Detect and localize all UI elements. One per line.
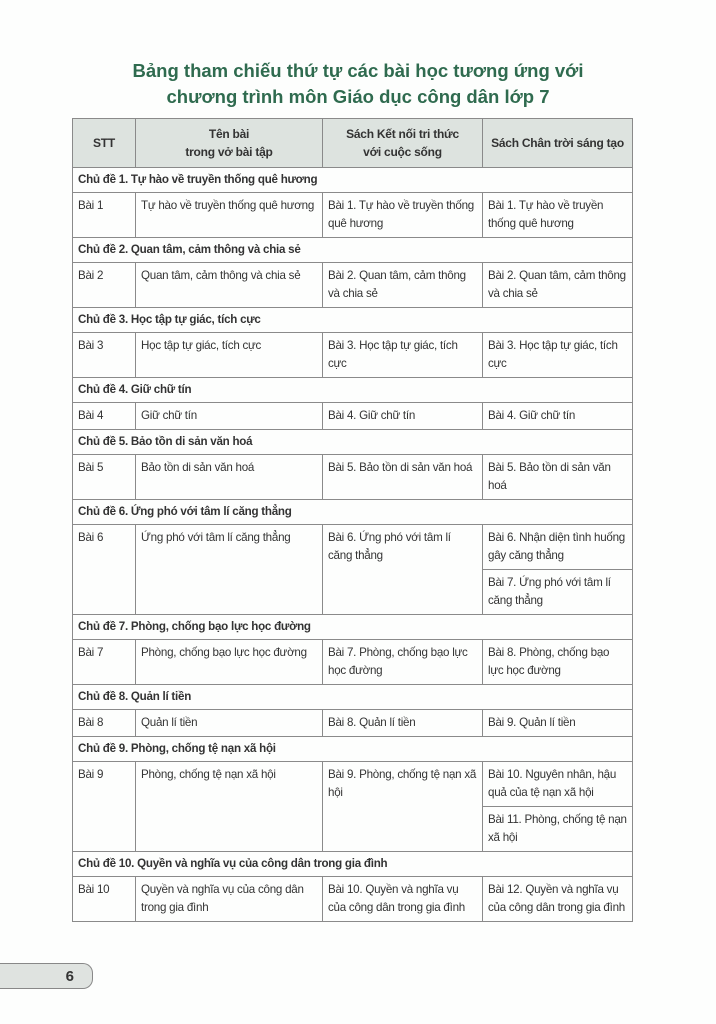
lesson-name: Tự hào về truyền thống quê hương <box>136 193 323 238</box>
lesson-name: Ứng phó với tâm lí căng thẳng <box>136 525 323 615</box>
header-ct: Sách Chân trời sáng tạo <box>483 119 633 168</box>
kn-lesson: Bài 8. Quản lí tiền <box>323 710 483 737</box>
topic-row <box>73 615 633 640</box>
lesson-row <box>73 455 633 500</box>
lesson-row <box>73 263 633 308</box>
header-name: Tên bài trong vở bài tập <box>136 119 323 168</box>
topic-row <box>73 737 633 762</box>
topic-title: Chủ đề 4. Giữ chữ tín <box>73 378 633 403</box>
topic-title: Chủ đề 10. Quyền và nghĩa vụ của công dân trong gia đình <box>73 852 633 877</box>
header-kn: Sách Kết nối tri thức với cuộc sống <box>323 119 483 168</box>
table-header <box>73 119 633 168</box>
stt-cell: Bài 3 <box>73 333 136 378</box>
lesson-name: Quan tâm, cảm thông và chia sẻ <box>136 263 323 308</box>
ct-lesson: Bài 3. Học tập tự giác, tích cực <box>483 333 633 378</box>
lesson-row <box>73 333 633 378</box>
reference-table <box>72 118 633 922</box>
lesson-row <box>73 193 633 238</box>
ct-lesson: Bài 8. Phòng, chống bạo lực học đường <box>483 640 633 685</box>
lesson-name: Quản lí tiền <box>136 710 323 737</box>
stt-cell: Bài 2 <box>73 263 136 308</box>
title-line-1: Bảng tham chiếu thứ tự các bài học tương ứng với <box>132 60 584 81</box>
lesson-name: Phòng, chống bạo lực học đường <box>136 640 323 685</box>
topic-title: Chủ đề 7. Phòng, chống bạo lực học đường <box>73 615 633 640</box>
stt-cell: Bài 5 <box>73 455 136 500</box>
page-number: 6 <box>0 963 93 989</box>
stt-cell: Bài 4 <box>73 403 136 430</box>
stt-cell: Bài 6 <box>73 525 136 615</box>
lesson-row <box>73 762 633 852</box>
lesson-name: Bảo tồn di sản văn hoá <box>136 455 323 500</box>
ct-lesson: Bài 10. Nguyên nhân, hậu quả của tệ nạn xã hội <box>483 762 632 807</box>
topic-title: Chủ đề 5. Bảo tồn di sản văn hoá <box>73 430 633 455</box>
ct-lesson: Bài 4. Giữ chữ tín <box>483 403 633 430</box>
kn-lesson: Bài 3. Học tập tự giác, tích cực <box>323 333 483 378</box>
kn-lesson: Bài 1. Tự hào về truyền thống quê hương <box>323 193 483 238</box>
kn-lesson: Bài 9. Phòng, chống tệ nạn xã hội <box>323 762 483 852</box>
stt-cell: Bài 7 <box>73 640 136 685</box>
page-title <box>0 58 716 110</box>
ct-lesson: Bài 7. Ứng phó với tâm lí căng thẳng <box>488 576 611 607</box>
topic-row <box>73 685 633 710</box>
header-stt: STT <box>73 119 136 168</box>
kn-lesson: Bài 2. Quan tâm, cảm thông và chia sẻ <box>323 263 483 308</box>
stt-cell: Bài 8 <box>73 710 136 737</box>
kn-lesson: Bài 10. Quyền và nghĩa vụ của công dân trong gia đình <box>323 877 483 922</box>
title-line-2: chương trình môn Giáo dục công dân lớp 7 <box>166 86 550 107</box>
topic-row <box>73 238 633 263</box>
topic-row <box>73 500 633 525</box>
ct-lesson: Bài 6. Nhận diện tình huống gây căng thẳng <box>483 525 632 570</box>
ct-lesson: Bài 9. Quản lí tiền <box>483 710 633 737</box>
ct-lesson: Bài 11. Phòng, chống tệ nạn xã hội <box>488 813 627 844</box>
lesson-name: Giữ chữ tín <box>136 403 323 430</box>
topic-title: Chủ đề 3. Học tập tự giác, tích cực <box>73 308 633 333</box>
topic-title: Chủ đề 9. Phòng, chống tệ nạn xã hội <box>73 737 633 762</box>
topic-title: Chủ đề 8. Quản lí tiền <box>73 685 633 710</box>
lesson-row <box>73 403 633 430</box>
topic-row <box>73 168 633 193</box>
ct-lesson: Bài 12. Quyền và nghĩa vụ của công dân trong gia đình <box>483 877 633 922</box>
ct-lesson: Bài 1. Tự hào về truyền thống quê hương <box>483 193 633 238</box>
topic-title: Chủ đề 6. Ứng phó với tâm lí căng thẳng <box>73 500 633 525</box>
kn-lesson: Bài 7. Phòng, chống bạo lực học đường <box>323 640 483 685</box>
lesson-row <box>73 640 633 685</box>
lesson-name: Quyền và nghĩa vụ của công dân trong gia đình <box>136 877 323 922</box>
ct-lessons <box>483 762 633 852</box>
kn-lesson: Bài 5. Bảo tồn di sản văn hoá <box>323 455 483 500</box>
topic-row <box>73 852 633 877</box>
lesson-row <box>73 525 633 615</box>
topic-row <box>73 430 633 455</box>
stt-cell: Bài 10 <box>73 877 136 922</box>
lesson-name: Học tập tự giác, tích cực <box>136 333 323 378</box>
topic-row <box>73 308 633 333</box>
kn-lesson: Bài 4. Giữ chữ tín <box>323 403 483 430</box>
lesson-row <box>73 710 633 737</box>
stt-cell: Bài 9 <box>73 762 136 852</box>
topic-title: Chủ đề 1. Tự hào về truyền thống quê hương <box>73 168 633 193</box>
ct-lesson: Bài 5. Bảo tồn di sản văn hoá <box>483 455 633 500</box>
lesson-row <box>73 877 633 922</box>
stt-cell: Bài 1 <box>73 193 136 238</box>
ct-lessons <box>483 525 633 615</box>
kn-lesson: Bài 6. Ứng phó với tâm lí căng thẳng <box>323 525 483 615</box>
lesson-name: Phòng, chống tệ nạn xã hội <box>136 762 323 852</box>
ct-lesson: Bài 2. Quan tâm, cảm thông và chia sẻ <box>483 263 633 308</box>
topic-row <box>73 378 633 403</box>
topic-title: Chủ đề 2. Quan tâm, cảm thông và chia sẻ <box>73 238 633 263</box>
